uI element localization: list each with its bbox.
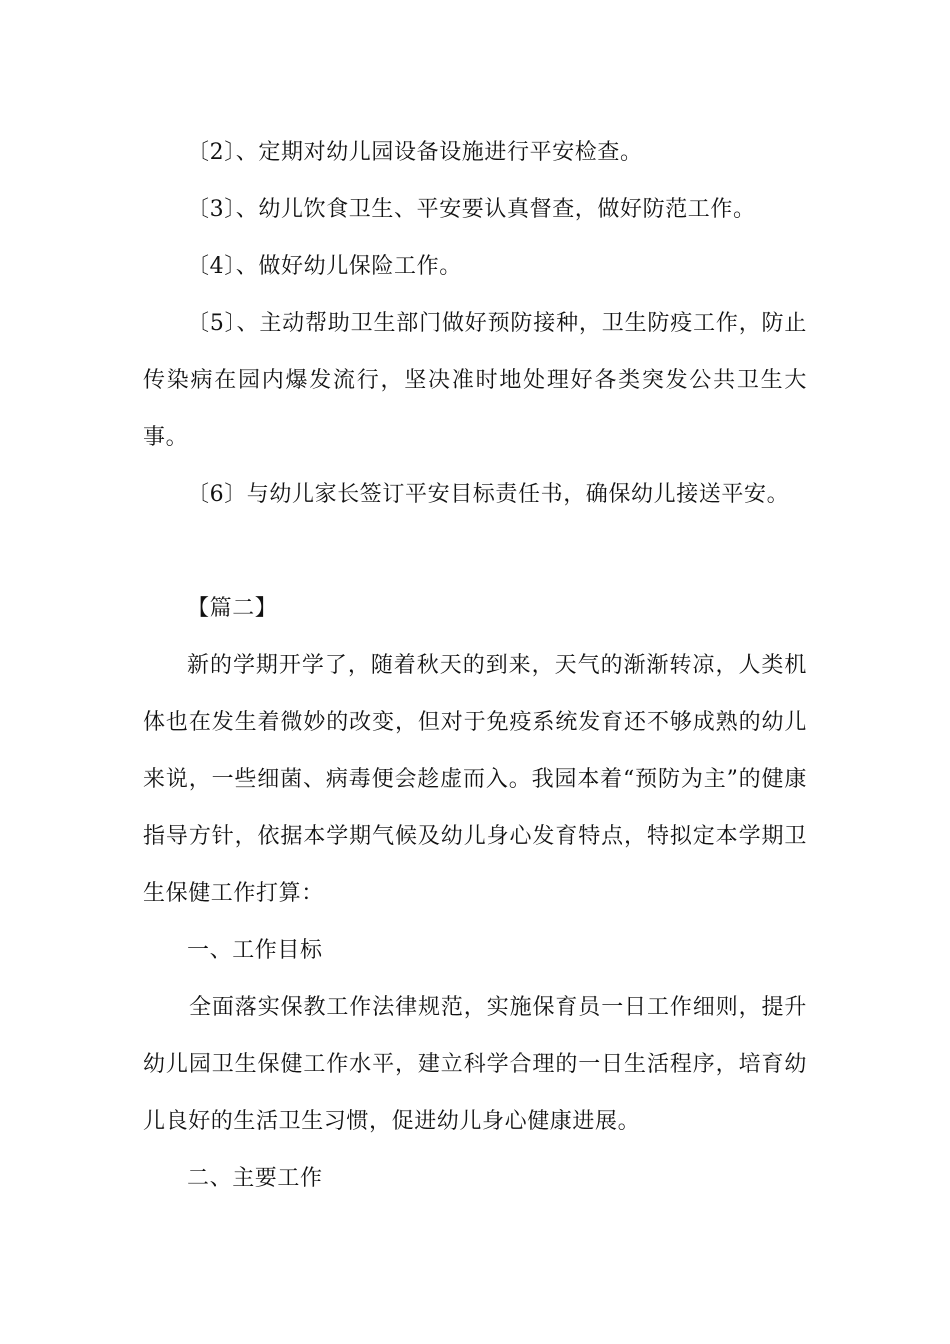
- heading-work-goals: 一、工作目标: [187, 938, 323, 963]
- paragraph-item-6: 〔6〕与幼儿家长签订平安目标责任书，确保幼儿接送平安。: [187, 482, 790, 507]
- goals-paragraph: 全面落实保教工作法律规范，实施保育员一日工作细则，提升幼儿园卫生保健工作水平，建立科学合理的一日生活程序，培育幼儿良好的生活卫生习惯，促进幼儿身心健康进展。: [143, 995, 807, 1134]
- paragraph-item-3: 〔3〕、幼儿饮食卫生、平安要认真督查，做好防范工作。: [187, 197, 756, 222]
- paragraph-item-5: 〔5〕、主动帮助卫生部门做好预防接种，卫生防疫工作，防止传染病在园内爆发流行，坚决准时地处理好各类突发公共卫生大事。: [143, 311, 807, 450]
- paragraph-item-2: 〔2〕、定期对幼儿园设备设施进行平安检查。: [187, 140, 643, 165]
- heading-main-work: 二、主要工作: [187, 1166, 323, 1191]
- paragraph-item-4: 〔4〕、做好幼儿保险工作。: [187, 254, 462, 279]
- section-title: 【篇二】: [187, 596, 278, 621]
- intro-paragraph: 新的学期开学了，随着秋天的到来，天气的渐渐转凉，人类机体也在发生着微妙的改变，但对于免疫系统发育还不够成熟的幼儿来说，一些细菌、病毒便会趁虚而入。我园本着“预防为主”的健康指导方针，依据本学期气候及幼儿身心发育特点，特拟定本学期卫生保健工作打算：: [143, 653, 807, 906]
